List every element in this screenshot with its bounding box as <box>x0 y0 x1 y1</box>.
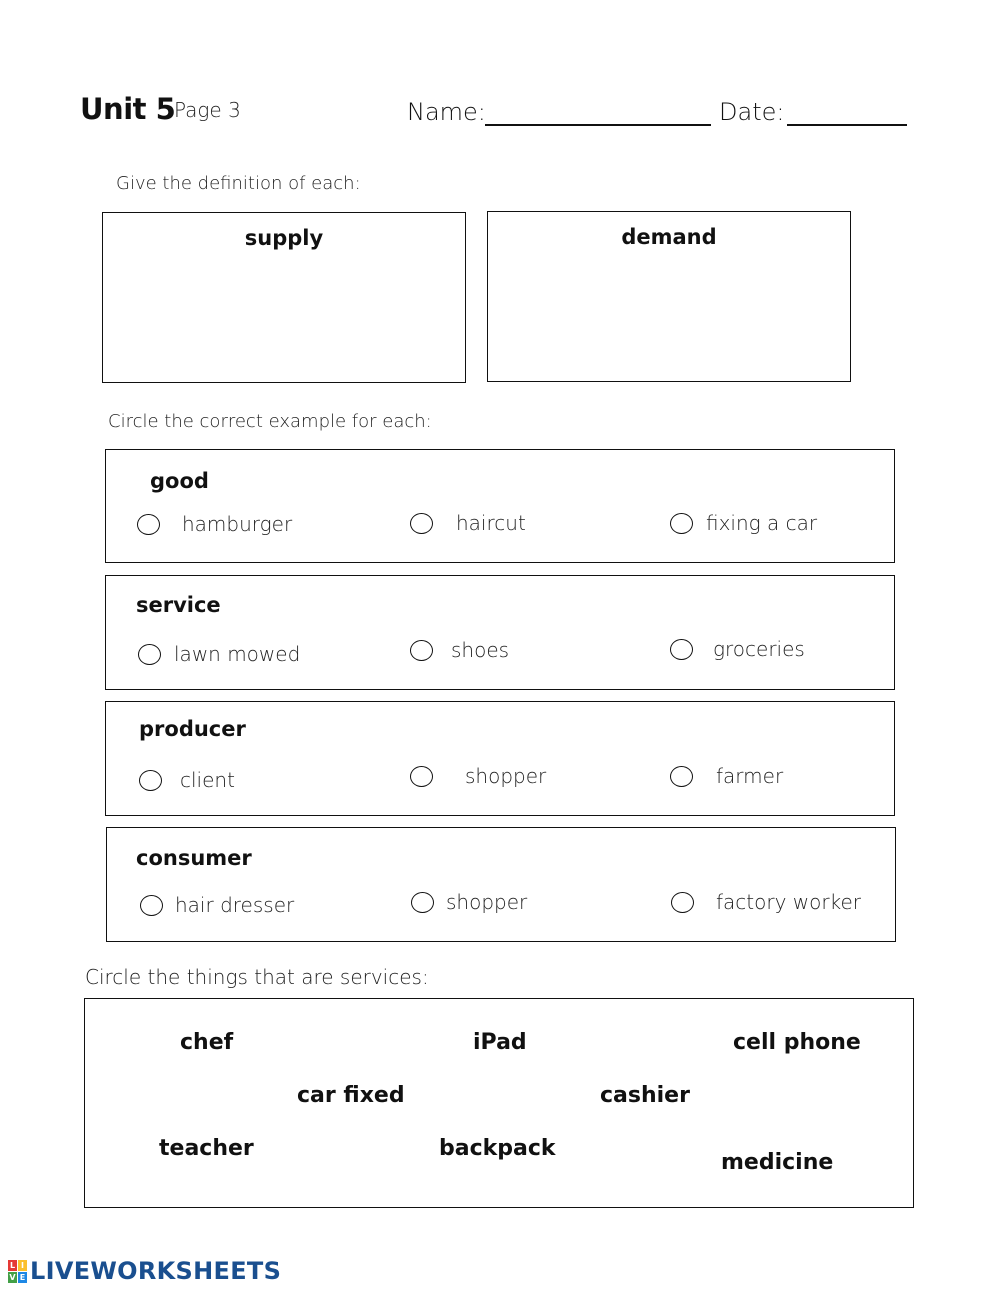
option-shopper[interactable]: shopper <box>410 764 546 788</box>
radio-circle-icon[interactable] <box>137 514 160 535</box>
group-label-service: service <box>136 593 221 617</box>
logo-blocks-icon <box>8 1260 27 1283</box>
demand-title: demand <box>621 225 717 249</box>
logo-letter-i: I <box>18 1260 27 1271</box>
option-haircut[interactable]: haircut <box>410 511 526 535</box>
liveworksheets-logo <box>8 1257 281 1285</box>
service-item-car-fixed[interactable]: car fixed <box>297 1083 405 1108</box>
option-shoes[interactable]: shoes <box>410 638 509 662</box>
group-label-consumer: consumer <box>136 846 252 870</box>
supply-title: supply <box>244 226 324 250</box>
option-client[interactable]: client <box>139 768 235 792</box>
service-item-backpack[interactable]: backpack <box>439 1136 556 1161</box>
name-input-line[interactable] <box>485 124 711 126</box>
option-fixing-a-car[interactable]: fixing a car <box>670 511 817 535</box>
unit-title: Unit 5 <box>80 92 176 126</box>
service-item-ipad[interactable]: iPad <box>473 1030 527 1055</box>
logo-letter-e: E <box>19 1272 26 1282</box>
supply-definition-box[interactable] <box>102 212 466 383</box>
option-shopper[interactable]: shopper <box>411 890 527 914</box>
radio-circle-icon[interactable] <box>670 513 693 534</box>
group-label-producer: producer <box>139 717 246 741</box>
group-good <box>105 449 895 563</box>
name-label: Name: <box>407 98 486 126</box>
group-label-good: good <box>150 469 209 493</box>
service-item-cell-phone[interactable]: cell phone <box>733 1030 861 1055</box>
option-hamburger[interactable]: hamburger <box>137 512 292 536</box>
option-lawn-mowed[interactable]: lawn mowed <box>138 642 300 666</box>
example-instruction: Circle the correct example for each: <box>108 411 432 432</box>
definition-instruction: Give the definition of each: <box>116 173 361 194</box>
page-label: Page 3 <box>174 98 241 122</box>
services-box <box>84 998 914 1208</box>
radio-circle-icon[interactable] <box>671 892 694 913</box>
radio-circle-icon[interactable] <box>670 639 693 660</box>
service-item-medicine[interactable]: medicine <box>721 1150 834 1175</box>
logo-text: LIVEWORKSHEETS <box>30 1257 282 1285</box>
radio-circle-icon[interactable] <box>410 766 433 787</box>
service-item-teacher[interactable]: teacher <box>159 1136 254 1161</box>
option-hair-dresser[interactable]: hair dresser <box>140 893 294 917</box>
radio-circle-icon[interactable] <box>139 770 162 791</box>
option-factory-worker[interactable]: factory worker <box>671 890 861 914</box>
services-instruction: Circle the things that are services: <box>85 965 429 989</box>
demand-definition-box[interactable] <box>487 211 851 382</box>
group-service <box>105 575 895 690</box>
option-groceries[interactable]: groceries <box>670 637 805 661</box>
radio-circle-icon[interactable] <box>411 892 434 913</box>
service-item-cashier[interactable]: cashier <box>600 1083 690 1108</box>
group-consumer <box>106 827 896 942</box>
radio-circle-icon[interactable] <box>410 513 433 534</box>
radio-circle-icon[interactable] <box>140 895 163 916</box>
date-input-line[interactable] <box>787 124 907 126</box>
option-farmer[interactable]: farmer <box>670 764 783 788</box>
radio-circle-icon[interactable] <box>138 644 161 665</box>
logo-letter-l: L <box>9 1260 16 1270</box>
logo-letter-v: V <box>9 1272 16 1282</box>
radio-circle-icon[interactable] <box>670 766 693 787</box>
service-item-chef[interactable]: chef <box>180 1030 234 1055</box>
radio-circle-icon[interactable] <box>410 640 433 661</box>
group-producer <box>105 701 895 816</box>
date-label: Date: <box>719 98 785 126</box>
